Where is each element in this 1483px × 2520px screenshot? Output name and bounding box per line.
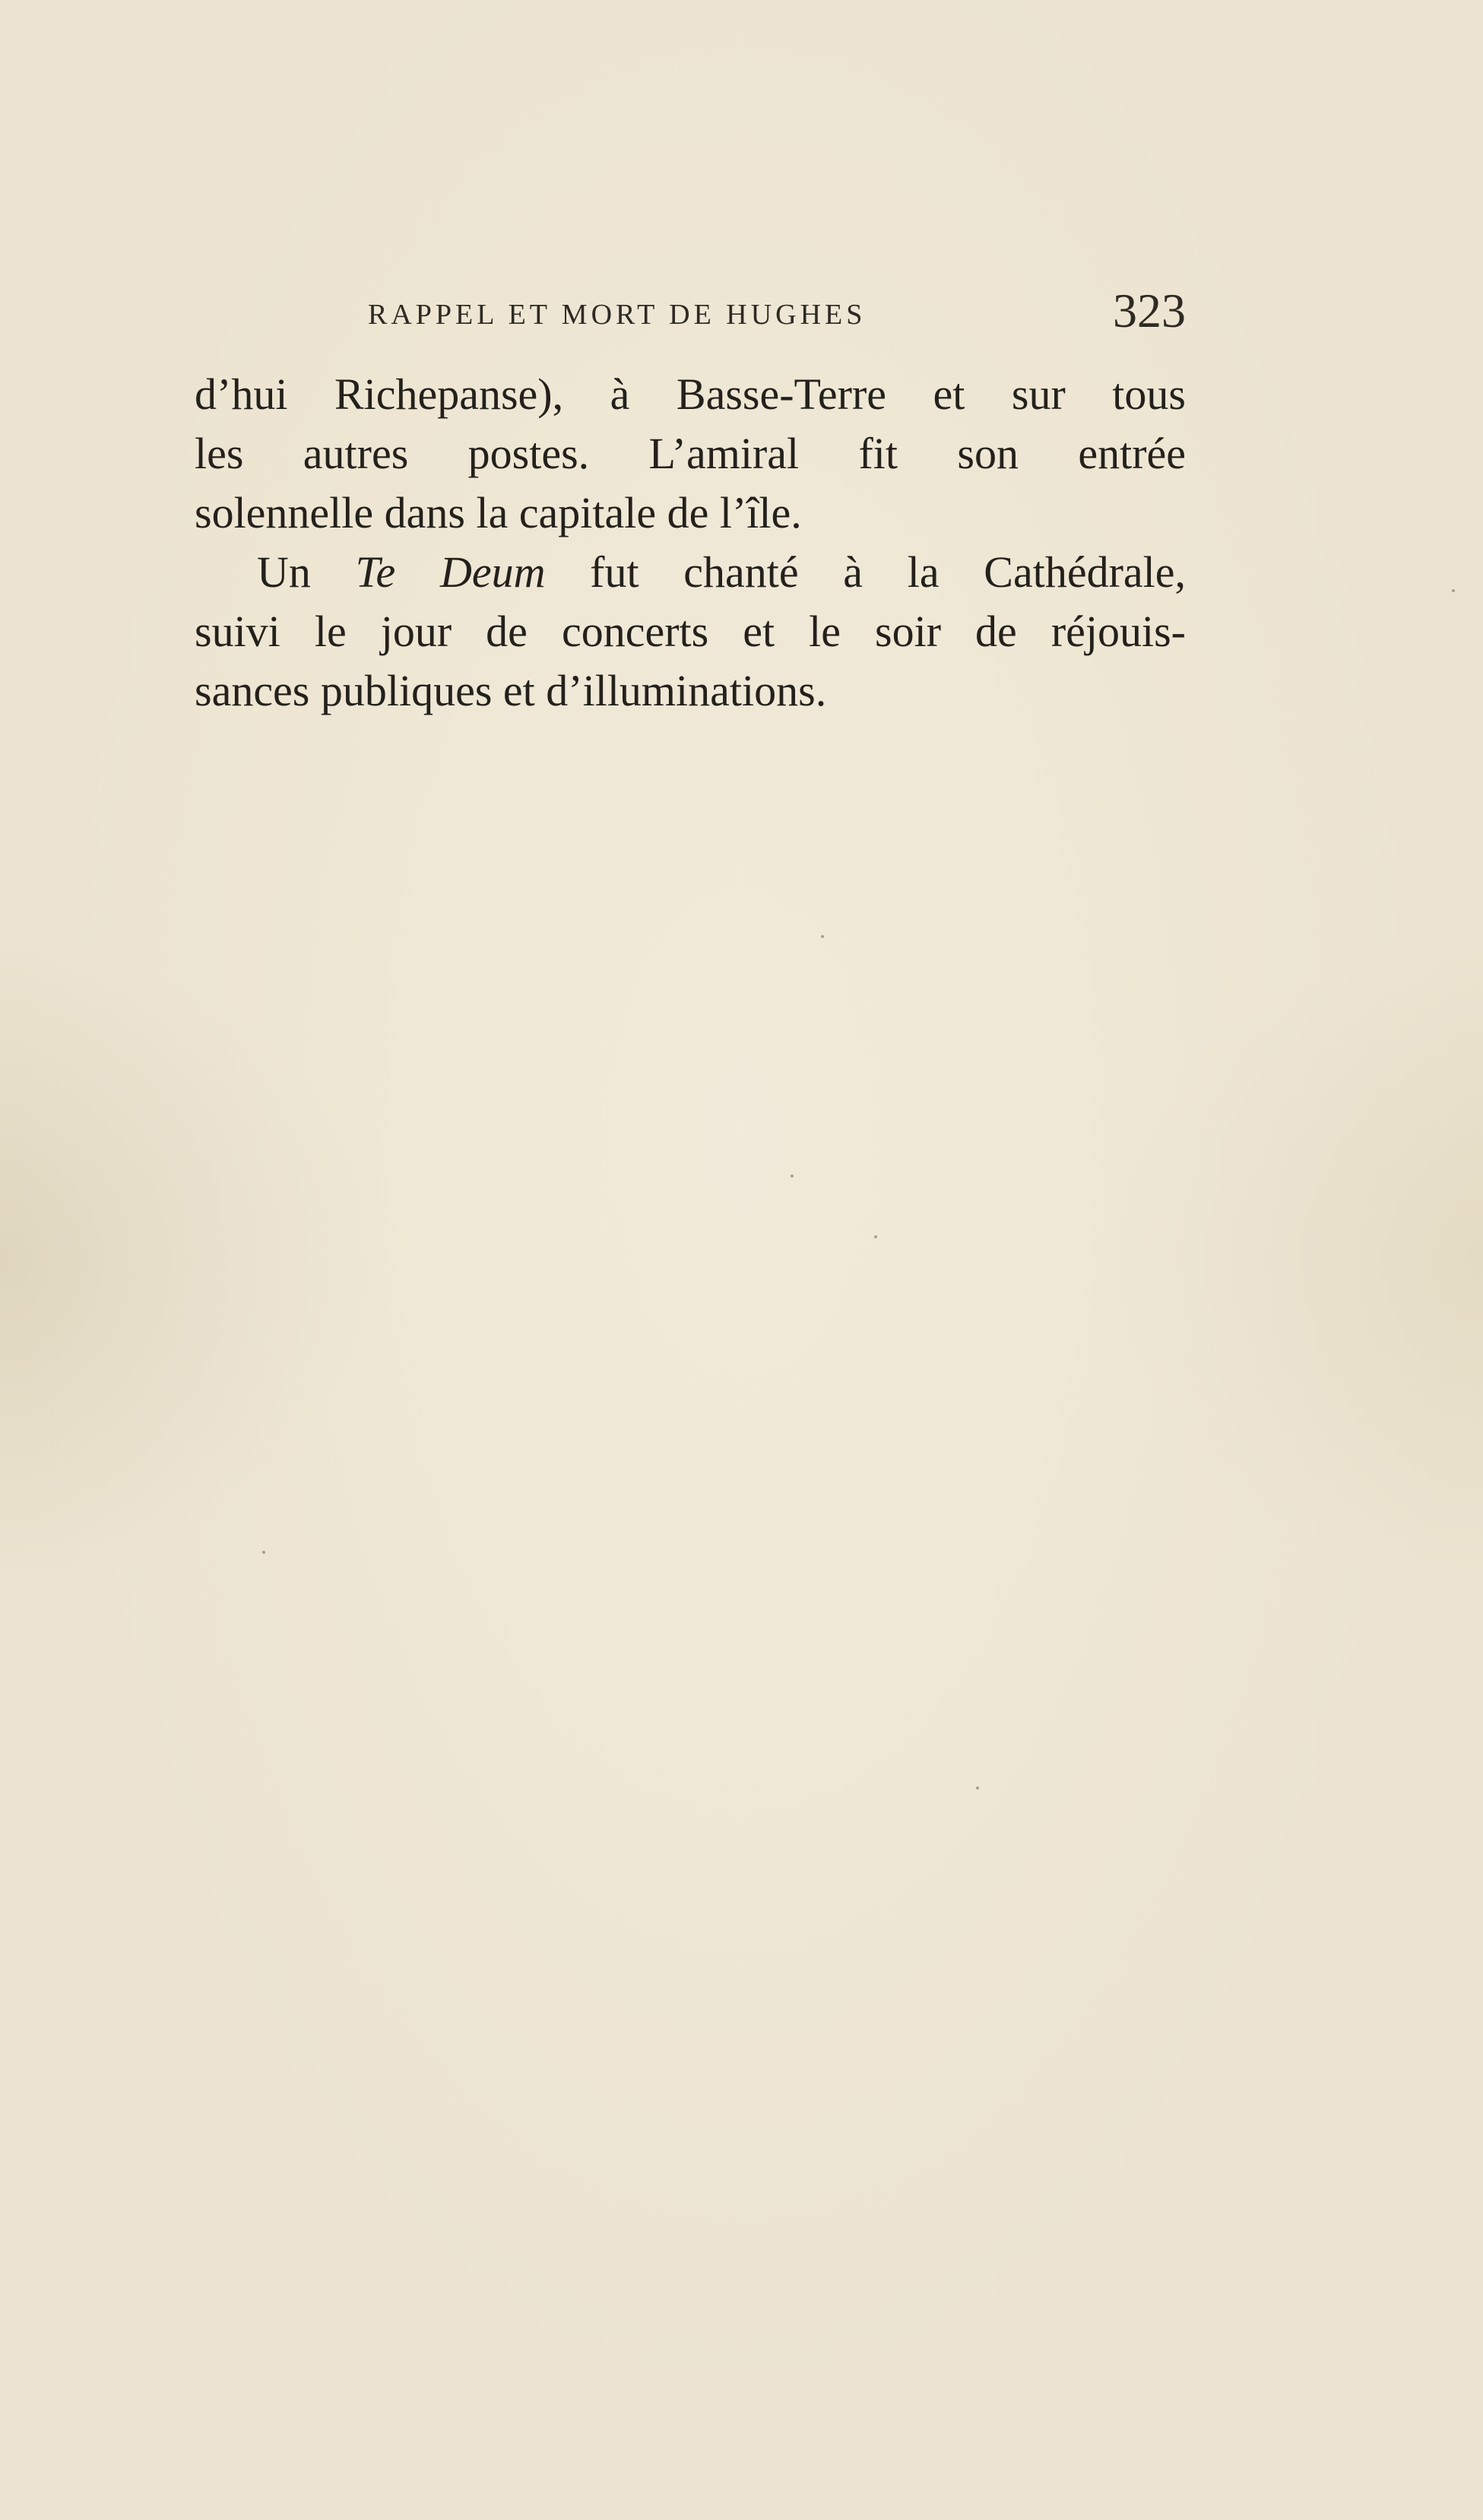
paragraph-2-line-1-end: fut chanté à la Cathédrale, [545, 547, 1186, 597]
paper-speck [874, 1235, 877, 1238]
paper-speck [791, 1174, 794, 1178]
paper-speck [976, 1786, 979, 1789]
paragraph-1-line-2: les autres postes. L’amiral fit son entrée [195, 429, 1186, 478]
paper-speck [821, 935, 824, 938]
paper-speck [1452, 589, 1455, 592]
running-head [368, 283, 1186, 336]
paragraph-2-line-2: suivi le jour de concerts et le soir de réjouis- [195, 607, 1186, 656]
page-number: 323 [1113, 284, 1186, 338]
paragraph-2-line-1 [195, 543, 1186, 602]
paragraph-1-line-3: solennelle dans la capitale de l’île. [195, 488, 802, 537]
paragraph-2-line-3: sances publiques et d’illuminations. [195, 666, 827, 715]
paper-speck [262, 1551, 265, 1554]
body-text [195, 365, 1186, 721]
running-title: RAPPEL ET MORT DE HUGHES [368, 299, 867, 331]
te-deum-italic: Te Deum [355, 547, 546, 597]
paragraph-2-line-1-start: Un [257, 547, 356, 597]
paragraph-1-line-1: d’hui Richepanse), à Basse-Terre et sur tous [195, 369, 1186, 419]
